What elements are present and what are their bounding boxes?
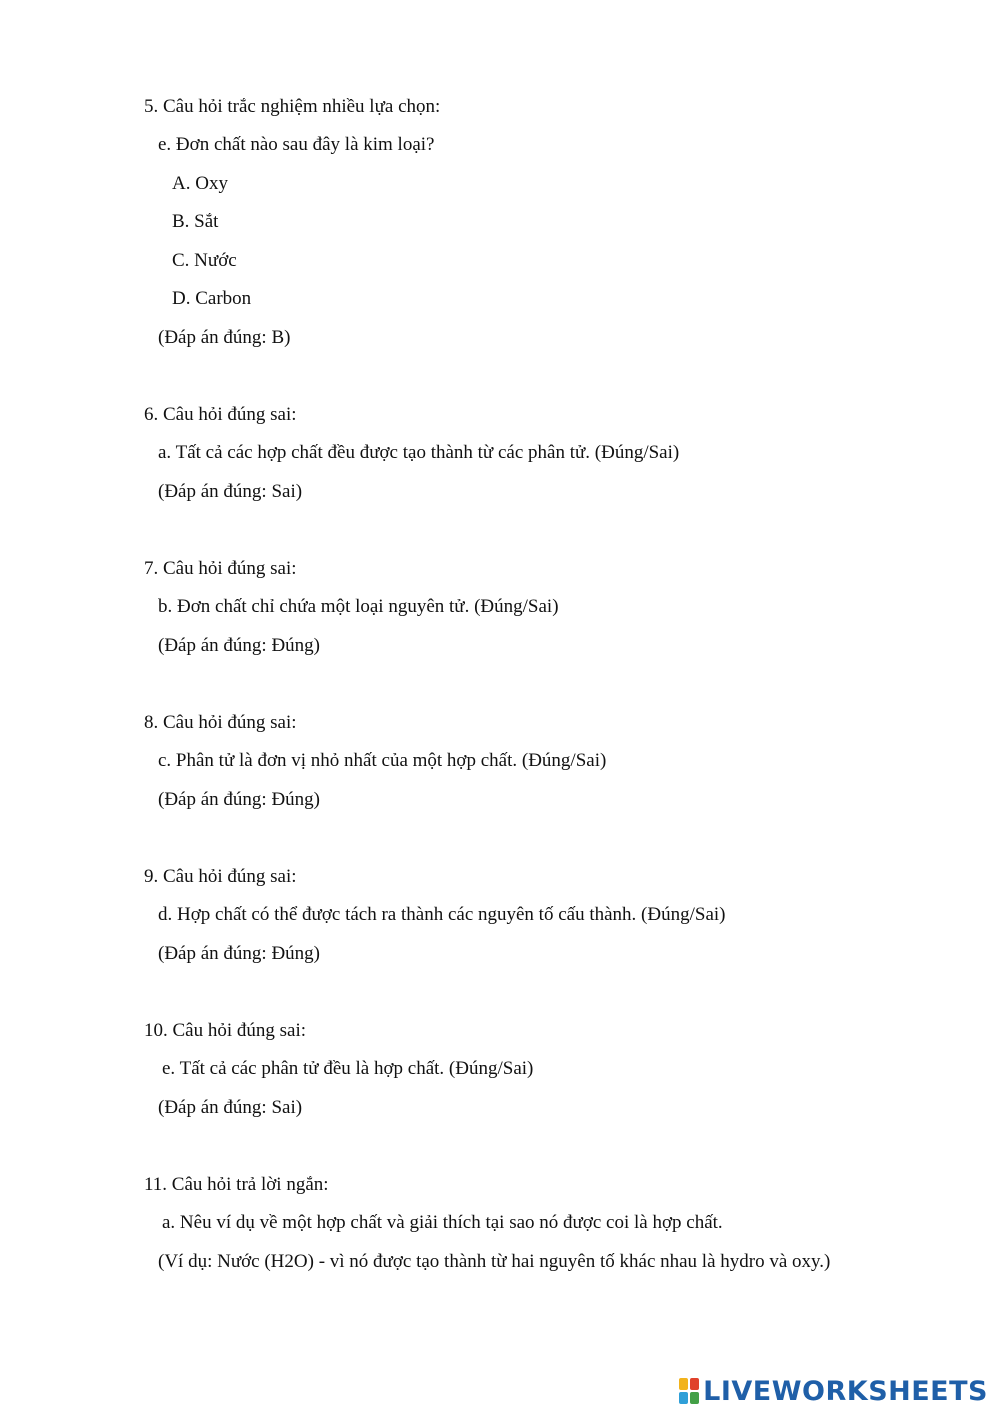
question-6-title: 6. Câu hỏi đúng sai: [144,404,297,425]
logo-tile-2 [690,1378,699,1390]
question-8-title: 8. Câu hỏi đúng sai: [144,712,297,733]
question-5-option-d: D. Carbon [172,288,252,309]
question-7-title: 7. Câu hỏi đúng sai: [144,558,297,579]
question-7-prompt: b. Đơn chất chỉ chứa một loại nguyên tử. (Đúng/Sai) [158,596,559,617]
question-8-prompt: c. Phân tử là đơn vị nhỏ nhất của một hợp chất. (Đúng/Sai) [158,750,607,771]
question-6-answer: (Đáp án đúng: Sai) [158,481,303,502]
question-7-answer: (Đáp án đúng: Đúng) [158,635,320,656]
question-5-answer: (Đáp án đúng: B) [158,327,291,348]
logo-tile-3 [679,1392,688,1404]
question-5-option-c: C. Nước [172,250,237,271]
question-9-prompt: d. Hợp chất có thể được tách ra thành các nguyên tố cấu thành. (Đúng/Sai) [158,904,726,925]
question-11-title: 11. Câu hỏi trả lời ngắn: [144,1174,329,1195]
question-8-answer: (Đáp án đúng: Đúng) [158,789,320,810]
liveworksheets-brand [679,1373,988,1409]
liveworksheets-logo-icon [679,1378,699,1404]
logo-tile-1 [679,1378,688,1390]
question-5-prompt: e. Đơn chất nào sau đây là kim loại? [158,134,435,155]
question-9-title: 9. Câu hỏi đúng sai: [144,866,297,887]
question-11-answer: (Ví dụ: Nước (H2O) - vì nó được tạo thành từ hai nguyên tố khác nhau là hydro và oxy.) [158,1251,831,1272]
question-10-answer: (Đáp án đúng: Sai) [158,1097,303,1118]
question-10-prompt: e. Tất cả các phân tử đều là hợp chất. (Đúng/Sai) [162,1058,534,1079]
question-9-answer: (Đáp án đúng: Đúng) [158,943,320,964]
liveworksheets-wordmark: LIVEWORKSHEETS [703,1375,988,1407]
question-5-option-b: B. Sắt [172,211,219,232]
question-6-prompt: a. Tất cả các hợp chất đều được tạo thành từ các phân tử. (Đúng/Sai) [158,442,680,463]
question-10-title: 10. Câu hỏi đúng sai: [144,1020,307,1041]
question-5-option-a: A. Oxy [172,173,228,194]
question-5-title: 5. Câu hỏi trắc nghiệm nhiều lựa chọn: [144,96,441,117]
question-11-prompt: a. Nêu ví dụ về một hợp chất và giải thích tại sao nó được coi là hợp chất. [162,1212,723,1233]
logo-tile-4 [690,1392,699,1404]
